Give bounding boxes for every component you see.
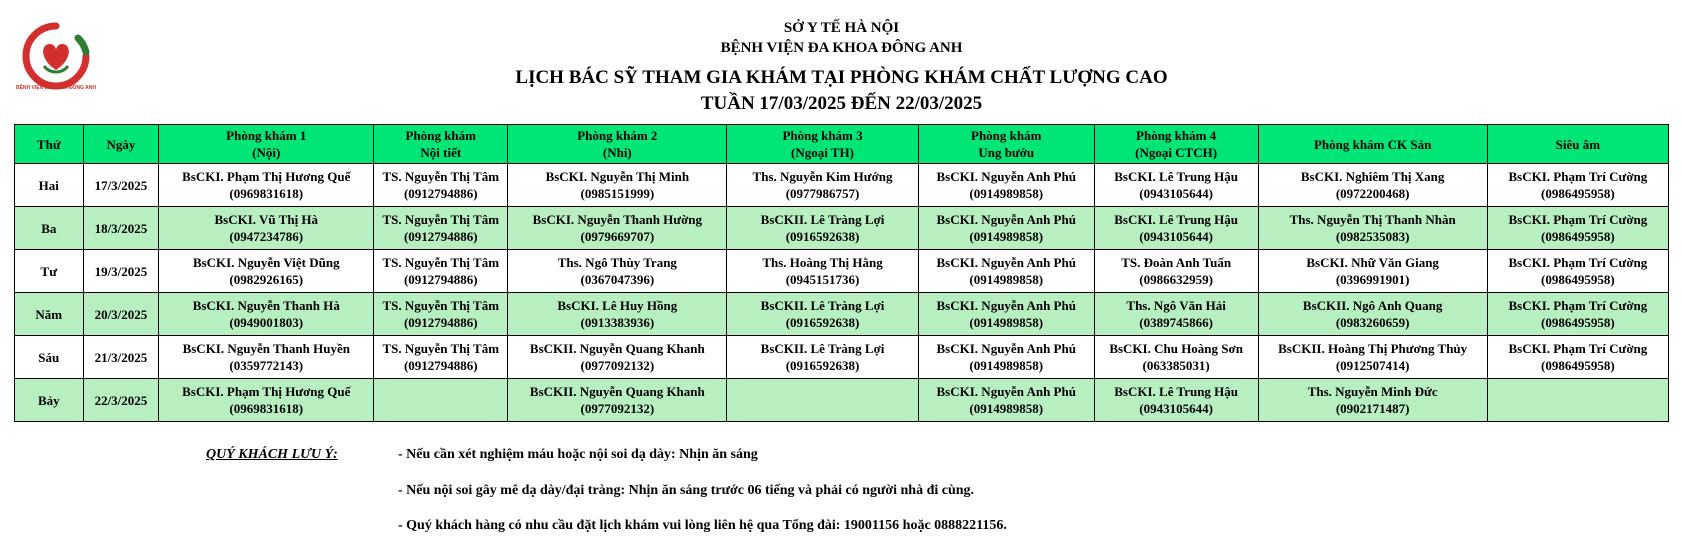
doctor-cell — [508, 379, 727, 422]
doctor-name: TS. Nguyễn Thị Tâm — [382, 169, 500, 184]
doctor-name: BsCKI. Phạm Trí Cường — [1508, 298, 1648, 313]
doctor-cell — [374, 379, 508, 422]
doctor-name: BsCKII. Lê Tràng Lợi — [760, 341, 885, 356]
column-header — [83, 125, 159, 164]
note-item: - Nếu nội soi gây mê dạ dày/đại tràng: Nhịn ăn sáng trước 06 tiếng và phải có người nhà đi cùng. — [398, 483, 975, 498]
weekday-cell: Năm — [15, 293, 84, 336]
doctor-phone: (0983260659) — [1335, 315, 1410, 330]
doctor-cell — [159, 164, 374, 207]
doctor-phone: (0949001803) — [229, 315, 304, 330]
doctor-cell — [508, 207, 727, 250]
doctor-phone: (0914989858) — [969, 401, 1044, 416]
table-row — [15, 379, 1669, 422]
doctor-name: BsCKI. Lê Trung Hậu — [1114, 212, 1239, 227]
doctor-name: BsCKII. Hoàng Thị Phương Thủy — [1278, 341, 1468, 356]
doctor-phone: (0986495958) — [1541, 186, 1615, 201]
doctor-name: BsCKII. Lê Tràng Lợi — [760, 298, 885, 313]
date-cell: 17/3/2025 — [83, 164, 159, 207]
doctor-name: BsCKI. Phạm Trí Cường — [1508, 169, 1648, 184]
doctor-name: BsCKI. Phạm Trí Cường — [1508, 212, 1648, 227]
doctor-phone: (0912794886) — [403, 229, 478, 244]
column-header-line1: Siêu âm — [1555, 136, 1601, 152]
doctor-name: BsCKI. Lê Trung Hậu — [1114, 169, 1239, 184]
doctor-name: BsCKI. Nghiêm Thị Xang — [1300, 169, 1445, 184]
doctor-phone: (0913383936) — [580, 315, 655, 330]
doctor-phone: (0972200468) — [1335, 186, 1410, 201]
column-header-line1: Phòng khám 4 — [1136, 128, 1217, 143]
doctor-cell — [374, 164, 508, 207]
doctor-cell — [727, 293, 918, 336]
doctor-name: BsCKI. Nguyễn Thanh Hà — [192, 298, 340, 313]
doctor-cell — [727, 379, 918, 422]
doctor-cell — [918, 164, 1094, 207]
doctor-cell — [374, 336, 508, 379]
doctor-phone: (0979669707) — [580, 229, 655, 244]
column-header-line2: (Ngoại CTCH) — [1135, 145, 1218, 160]
doctor-phone: (0982535083) — [1335, 229, 1410, 244]
date-cell: 20/3/2025 — [83, 293, 159, 336]
doctor-name: BsCKI. Nhữ Văn Giang — [1306, 255, 1439, 270]
note-item: - Quý khách hàng có nhu cầu đặt lịch khám vui lòng liên hệ qua Tổng đài: 19001156 hoặc 0888221156. — [398, 518, 1007, 533]
column-header — [1094, 125, 1258, 164]
doctor-cell — [374, 293, 508, 336]
date-cell: 22/3/2025 — [83, 379, 159, 422]
doctor-phone: (0943105644) — [1139, 186, 1213, 201]
doctor-cell — [1258, 207, 1487, 250]
doctor-cell — [1094, 250, 1258, 293]
column-header-line1: Phòng khám CK Sản — [1313, 136, 1432, 152]
doctor-phone: (0986632959) — [1139, 272, 1213, 287]
doctor-phone: (0916592638) — [785, 358, 860, 373]
column-header-line2: (Ngoại TH) — [791, 145, 855, 160]
column-header — [508, 125, 727, 164]
doctor-cell — [1094, 207, 1258, 250]
doctor-cell — [918, 336, 1094, 379]
doctor-cell — [1258, 336, 1487, 379]
column-header-line2: (Nhi) — [602, 145, 632, 160]
page-subtitle: TUẦN 17/03/2025 ĐẾN 22/03/2025 — [700, 93, 983, 114]
doctor-name: TS. Đoàn Anh Tuấn — [1121, 255, 1232, 270]
doctor-name: BsCKI. Nguyễn Thị Minh — [545, 169, 690, 184]
doctor-cell — [1487, 336, 1668, 379]
doctor-name: BsCKI. Chu Hoàng Sơn — [1109, 341, 1243, 356]
column-header — [727, 125, 918, 164]
column-header — [374, 125, 508, 164]
doctor-phone: (0916592638) — [785, 229, 860, 244]
doctor-name: TS. Nguyễn Thị Tâm — [382, 255, 500, 270]
doctor-phone: (0914989858) — [969, 358, 1044, 373]
column-header — [1487, 125, 1668, 164]
doctor-cell — [1487, 207, 1668, 250]
doctor-phone: (063385031) — [1142, 358, 1210, 373]
column-header-line1: Thứ — [36, 136, 61, 152]
doctor-phone: (0902171487) — [1335, 401, 1410, 416]
table-row — [15, 207, 1669, 250]
doctor-phone: (0943105644) — [1139, 229, 1213, 244]
date-cell: 19/3/2025 — [83, 250, 159, 293]
doctor-name: BsCKI. Nguyễn Thanh Hường — [532, 212, 703, 227]
doctor-phone: (0982926165) — [229, 272, 304, 287]
doctor-cell — [508, 250, 727, 293]
doctor-phone: (0945151736) — [785, 272, 860, 287]
doctor-cell — [1094, 293, 1258, 336]
doctor-name: BsCKI. Nguyễn Anh Phú — [936, 212, 1076, 227]
doctor-cell — [727, 207, 918, 250]
doctor-phone: (0947234786) — [229, 229, 304, 244]
column-header-line2: Nội tiết — [420, 145, 462, 160]
weekday-cell: Hai — [15, 164, 84, 207]
doctor-name: Ths. Nguyễn Minh Đức — [1307, 384, 1438, 399]
column-header-line1: Phòng khám 2 — [577, 128, 658, 143]
doctor-cell — [1487, 164, 1668, 207]
doctor-name: Ths. Nguyễn Kim Hướng — [752, 169, 893, 184]
doctor-phone: (0396991901) — [1335, 272, 1410, 287]
doctor-name: BsCKI. Phạm Trí Cường — [1508, 255, 1648, 270]
doctor-cell — [159, 379, 374, 422]
column-header — [159, 125, 374, 164]
doctor-phone: (0359772143) — [229, 358, 304, 373]
doctor-phone: (0914989858) — [969, 186, 1044, 201]
doctor-cell — [918, 250, 1094, 293]
doctor-name: BsCKI. Nguyễn Anh Phú — [936, 169, 1076, 184]
note-item: - Nếu cần xét nghiệm máu hoặc nội soi dạ dày: Nhịn ăn sáng — [398, 447, 758, 462]
doctor-name: TS. Nguyễn Thị Tâm — [382, 212, 500, 227]
doctor-cell — [159, 250, 374, 293]
doctor-phone: (0977986757) — [785, 186, 860, 201]
doctor-name: Ths. Nguyễn Thị Thanh Nhàn — [1289, 212, 1456, 227]
table-row — [15, 336, 1669, 379]
doctor-name: BsCKII. Ngô Anh Quang — [1302, 298, 1443, 313]
date-cell: 18/3/2025 — [83, 207, 159, 250]
table-row — [15, 293, 1669, 336]
doctor-cell — [159, 293, 374, 336]
column-header-line2: (Nội) — [252, 145, 281, 160]
column-header — [918, 125, 1094, 164]
column-header-line2: Ung bướu — [978, 145, 1035, 160]
logo-caption: BỆNH VIỆN ĐA KHOA ĐÔNG ANH — [15, 85, 96, 91]
column-header — [15, 125, 84, 164]
doctor-cell — [727, 336, 918, 379]
doctor-phone: (0969831618) — [229, 186, 304, 201]
table-body — [15, 164, 1669, 422]
doctor-cell — [374, 250, 508, 293]
weekday-cell: Bảy — [15, 379, 84, 422]
doctor-name: TS. Nguyễn Thị Tâm — [382, 298, 500, 313]
doctor-phone: (0912794886) — [403, 358, 478, 373]
table-row — [15, 164, 1669, 207]
doctor-cell — [1258, 250, 1487, 293]
doctor-name: Ths. Ngô Văn Hải — [1126, 298, 1226, 313]
column-header-line1: Phòng khám — [971, 128, 1042, 143]
doctor-cell — [1487, 293, 1668, 336]
doctor-cell — [508, 293, 727, 336]
date-cell: 21/3/2025 — [83, 336, 159, 379]
doctor-name: BsCKII. Lê Tràng Lợi — [760, 212, 885, 227]
doctor-phone: (0977092132) — [580, 401, 655, 416]
doctor-phone: (0986495958) — [1541, 358, 1615, 373]
doctor-cell — [1094, 336, 1258, 379]
doctor-phone: (0943105644) — [1139, 401, 1213, 416]
doctor-cell — [1094, 379, 1258, 422]
doctor-cell — [1258, 164, 1487, 207]
doctor-phone: (0986495958) — [1541, 315, 1615, 330]
doctor-name: BsCKI. Vũ Thị Hà — [214, 212, 319, 227]
doctor-phone: (0985151999) — [580, 186, 655, 201]
weekday-cell: Tư — [15, 250, 84, 293]
doctor-phone: (0986495958) — [1541, 272, 1615, 287]
doctor-name: BsCKI. Lê Trung Hậu — [1114, 384, 1239, 399]
schedule-table — [14, 124, 1669, 422]
column-header-line1: Phòng khám 1 — [226, 128, 307, 143]
column-header-line1: Phòng khám — [405, 128, 476, 143]
doctor-cell — [1258, 379, 1487, 422]
column-header-line1: Ngày — [106, 136, 136, 152]
doctor-name: BsCKI. Nguyễn Thanh Huyền — [182, 341, 350, 356]
doctor-cell — [508, 164, 727, 207]
doctor-cell — [1258, 293, 1487, 336]
doctor-cell — [727, 164, 918, 207]
doctor-phone: (0914989858) — [969, 229, 1044, 244]
doctor-cell — [918, 207, 1094, 250]
doctor-phone: (0367047396) — [580, 272, 655, 287]
doctor-cell — [374, 207, 508, 250]
column-header-line1: Phòng khám 3 — [782, 128, 863, 143]
doctor-phone: (0912794886) — [403, 315, 478, 330]
doctor-name: BsCKI. Nguyễn Anh Phú — [936, 384, 1076, 399]
doctor-phone: (0986495958) — [1541, 229, 1615, 244]
doctor-phone: (0912794886) — [403, 186, 478, 201]
doctor-phone: (0389745866) — [1139, 315, 1213, 330]
doctor-phone: (0977092132) — [580, 358, 655, 373]
doctor-phone: (0912507414) — [1335, 358, 1410, 373]
doctor-cell — [508, 336, 727, 379]
table-header-row — [15, 125, 1669, 164]
doctor-cell — [159, 336, 374, 379]
department-name: SỞ Y TẾ HÀ NỘI — [783, 20, 900, 36]
weekday-cell: Sáu — [15, 336, 84, 379]
doctor-name: BsCKII. Nguyễn Quang Khanh — [529, 384, 705, 399]
doctor-cell — [1094, 164, 1258, 207]
doctor-name: BsCKI. Nguyễn Anh Phú — [936, 341, 1076, 356]
doctor-phone: (0916592638) — [785, 315, 860, 330]
doctor-name: BsCKII. Nguyễn Quang Khanh — [529, 341, 705, 356]
doctor-cell — [159, 207, 374, 250]
notes-title: QUÝ KHÁCH LƯU Ý: — [206, 447, 338, 462]
table-row — [15, 250, 1669, 293]
doctor-cell — [727, 250, 918, 293]
doctor-cell — [1487, 379, 1668, 422]
doctor-name: Ths. Ngô Thùy Trang — [557, 255, 677, 270]
doctor-name: BsCKI. Lê Huy Hồng — [557, 298, 678, 313]
doctor-cell — [1487, 250, 1668, 293]
doctor-name: BsCKI. Phạm Thị Hương Quế — [182, 169, 351, 184]
column-header — [1258, 125, 1487, 164]
doctor-name: BsCKI. Nguyễn Việt Dũng — [192, 255, 340, 270]
page-title: LỊCH BÁC SỸ THAM GIA KHÁM TẠI PHÒNG KHÁM CHẤT LƯỢNG CAO — [515, 67, 1168, 88]
doctor-cell — [918, 293, 1094, 336]
doctor-phone: (0914989858) — [969, 272, 1044, 287]
doctor-name: BsCKI. Phạm Trí Cường — [1508, 341, 1648, 356]
weekday-cell: Ba — [15, 207, 84, 250]
doctor-phone: (0914989858) — [969, 315, 1044, 330]
doctor-name: BsCKI. Phạm Thị Hương Quế — [182, 384, 351, 399]
doctor-name: BsCKI. Nguyễn Anh Phú — [936, 298, 1076, 313]
doctor-cell — [918, 379, 1094, 422]
doctor-phone: (0912794886) — [403, 272, 478, 287]
doctor-name: BsCKI. Nguyễn Anh Phú — [936, 255, 1076, 270]
doctor-name: TS. Nguyễn Thị Tâm — [382, 341, 500, 356]
doctor-name: Ths. Hoàng Thị Hằng — [762, 255, 883, 270]
hospital-name: BỆNH VIỆN ĐA KHOA ĐÔNG ANH — [720, 40, 963, 56]
doctor-phone: (0969831618) — [229, 401, 304, 416]
